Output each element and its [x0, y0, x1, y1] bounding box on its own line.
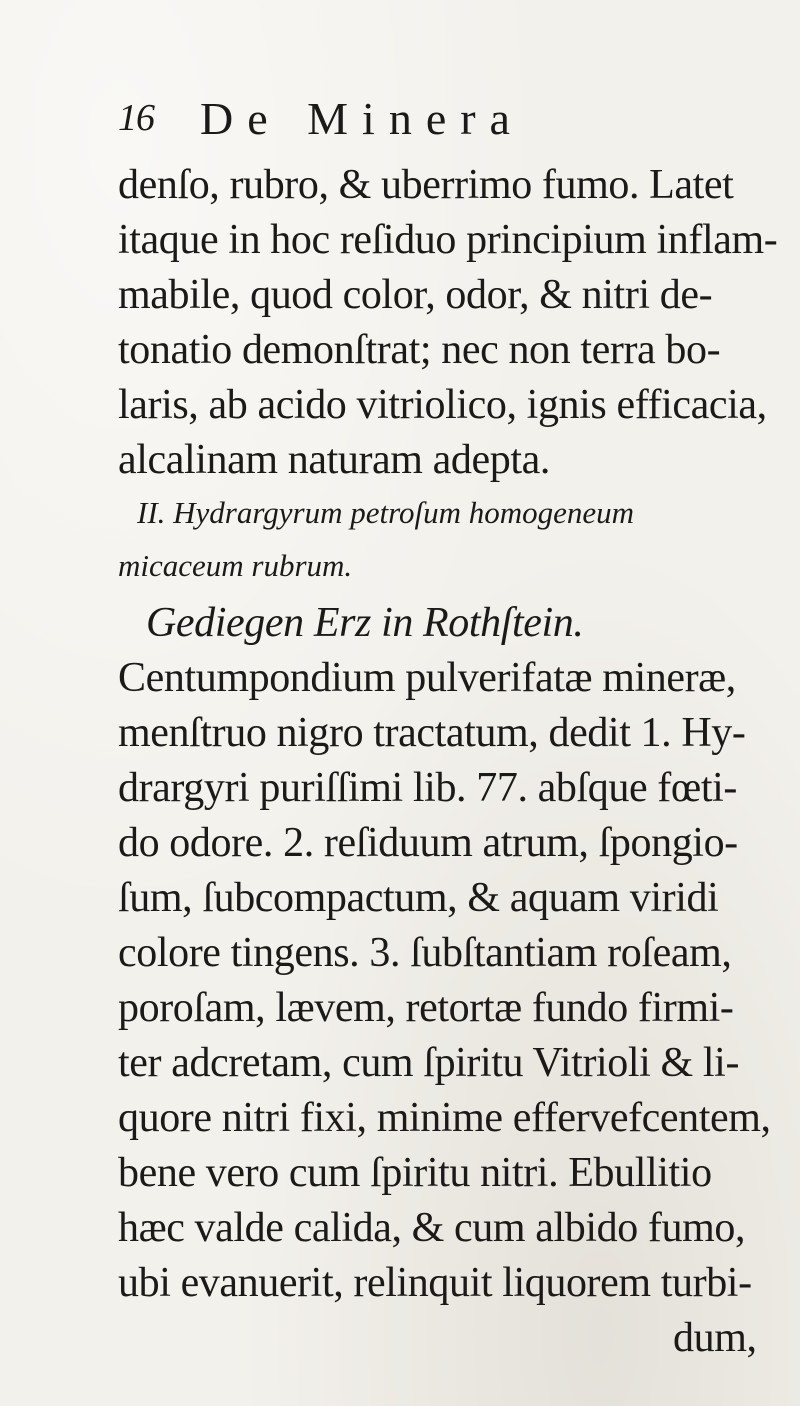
- paragraph-line-9: quore nitri fixi, minime effervefcentem,: [118, 1095, 771, 1141]
- body-line-6: alcalinam naturam adepta.: [118, 437, 550, 483]
- section-subheading: micaceum rubrum.: [118, 548, 353, 583]
- page-header: [118, 92, 718, 152]
- running-head: De Minera: [200, 93, 524, 144]
- body-line-2: itaque in hoc reſiduo principium inflam-: [118, 217, 778, 263]
- paragraph-line-7: poroſam, lævem, retortæ fundo firmi-: [118, 985, 734, 1031]
- body-line-1: denſo, rubro, & uberrimo fumo. Latet: [118, 162, 734, 208]
- paragraph-line-1: Centumpondium pulverifatæ mineræ,: [118, 655, 736, 701]
- paragraph-line-12: ubi evanuerit, relinquit liquorem turbi-: [118, 1260, 752, 1306]
- section-heading: II. Hydrargyrum petroſum homogeneum: [137, 495, 635, 530]
- catchword: dum,: [673, 1315, 757, 1361]
- paragraph-line-4: do odore. 2. reſiduum atrum, ſpongio-: [118, 820, 738, 866]
- body-line-4: tonatio demonſtrat; nec non terra bo-: [118, 327, 721, 373]
- body-line-5: laris, ab acido vitriolico, ignis efficacia,: [118, 382, 767, 428]
- paragraph-line-6: colore tingens. 3. ſubſtantiam roſeam,: [118, 930, 732, 976]
- paragraph-line-3: drargyri puriſſimi lib. 77. abſque fœti-: [118, 765, 737, 811]
- paragraph-line-8: ter adcretam, cum ſpiritu Vitrioli & li-: [118, 1040, 740, 1086]
- body-line-3: mabile, quod color, odor, & nitri de-: [118, 272, 713, 318]
- paragraph-line-10: bene vero cum ſpiritu nitri. Ebullitio: [118, 1150, 712, 1196]
- page-number: 16: [118, 97, 154, 139]
- paragraph-line-2: menſtruo nigro tractatum, dedit 1. Hy-: [118, 710, 746, 756]
- paragraph-line-5: ſum, ſubcompactum, & aquam viridi: [118, 875, 719, 921]
- german-name: Gediegen Erz in Rothſtein.: [146, 600, 584, 646]
- paragraph-line-11: hæc valde calida, & cum albido fumo,: [118, 1205, 746, 1251]
